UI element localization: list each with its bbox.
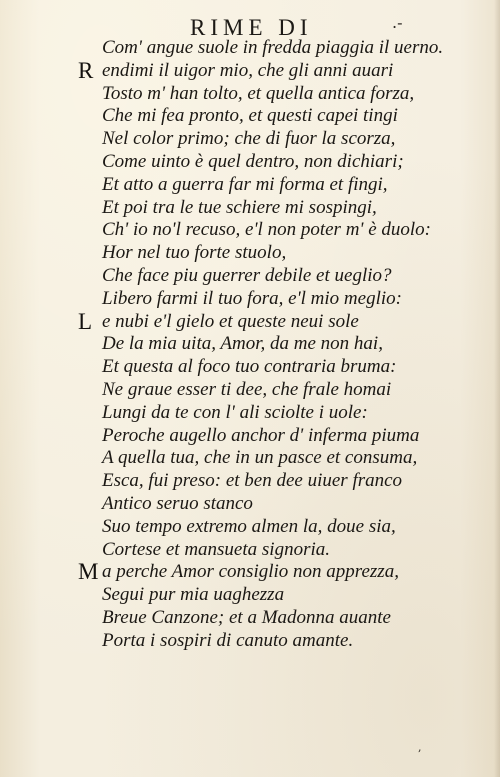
poem-line bbox=[78, 539, 490, 562]
poem-line-text: endimi il uigor mio, che gli anni auari bbox=[102, 59, 394, 81]
poem-line-text: Cortese et mansueta signoria. bbox=[102, 538, 330, 560]
stanza-initial: R bbox=[78, 57, 94, 83]
poem-line bbox=[78, 197, 490, 220]
poem-line bbox=[78, 561, 490, 584]
poem-line-text: Come uinto è quel dentro, non dichiari; bbox=[102, 150, 404, 172]
poem-line-text: Che face piu guerrer debile et ueglio? bbox=[102, 264, 392, 286]
poem-line bbox=[78, 493, 490, 516]
poem-line bbox=[78, 607, 490, 630]
poem-line-text: Et poi tra le tue schiere mi sospingi, bbox=[102, 196, 377, 218]
stanza-initial: M bbox=[78, 559, 99, 585]
poem-line bbox=[78, 219, 490, 242]
poem-line bbox=[78, 447, 490, 470]
page-edge bbox=[494, 0, 500, 777]
poem-line bbox=[78, 425, 490, 448]
poem-line-text: Tosto m' han tolto, et quella antica forza, bbox=[102, 82, 415, 104]
poem-line bbox=[78, 516, 490, 539]
poem-line bbox=[78, 288, 490, 311]
poem-line-text: De la mia uita, Amor, da me non hai, bbox=[102, 333, 383, 355]
poem-line bbox=[78, 630, 490, 653]
poem-line bbox=[78, 83, 490, 106]
poem-line-text: Breue Canzone; et a Madonna auante bbox=[102, 606, 391, 628]
poem-line-text: e nubi e'l gielo et queste neui sole bbox=[102, 310, 359, 332]
poem-line-text: Porta i sospiri di canuto amante. bbox=[102, 629, 354, 651]
poem-line bbox=[78, 37, 490, 60]
poem-line bbox=[78, 128, 490, 151]
poem-line bbox=[78, 105, 490, 128]
poem-line-text: Et questa al foco tuo contraria bruma: bbox=[102, 356, 397, 378]
poem-line bbox=[78, 308, 490, 334]
poem-line-text: A quella tua, che in un pasce et consuma, bbox=[102, 447, 418, 469]
poem-line-text: Libero farmi il tuo fora, e'l mio meglio: bbox=[102, 287, 402, 309]
poem-line bbox=[78, 151, 490, 174]
poem-line bbox=[78, 379, 490, 402]
poem-line-text: Suo tempo extremo almen la, doue sia, bbox=[102, 515, 396, 537]
poem-line bbox=[78, 333, 490, 356]
poem-line-text: Ch' io no'l recuso, e'l non poter m' è duolo: bbox=[102, 219, 432, 241]
poem-line-text: Peroche augello anchor d' inferma piuma bbox=[102, 424, 420, 446]
poem-line-text: a perche Amor consiglio non apprezza, bbox=[102, 561, 399, 583]
poem-line-text: Nel color primo; che di fuor la scorza, bbox=[102, 128, 396, 150]
poem-line-text: Ne graue esser ti dee, che frale homai bbox=[102, 378, 392, 400]
poem-line bbox=[78, 242, 490, 265]
poem-line-text: Lungi da te con l' ali sciolte i uole: bbox=[102, 401, 368, 423]
poem-line bbox=[78, 356, 490, 379]
poem-line-text: Antico seruo stanco bbox=[102, 492, 253, 514]
running-head: RIME DI bbox=[190, 15, 313, 40]
head-mark: .- bbox=[392, 13, 403, 32]
footer-mark: , bbox=[418, 741, 422, 754]
stanza-initial: L bbox=[78, 308, 93, 334]
poem-line-text: Segui pur mia uaghezza bbox=[102, 584, 285, 606]
poem-line bbox=[78, 402, 490, 425]
poem-line bbox=[78, 265, 490, 288]
poem-line-text: Et atto a guerra far mi forma et fingi, bbox=[102, 173, 388, 195]
poem-line bbox=[78, 470, 490, 493]
poem-line bbox=[78, 174, 490, 197]
poem-text bbox=[78, 37, 490, 653]
poem-line bbox=[78, 584, 490, 607]
poem-line-text: Esca, fui preso: et ben dee uiuer franco bbox=[102, 470, 403, 492]
poem-line bbox=[78, 57, 490, 83]
poem-line-text: Hor nel tuo forte stuolo, bbox=[102, 242, 287, 264]
poem-line-text: Com' angue suole in fredda piaggia il uerno. bbox=[102, 37, 444, 58]
poem-line-text: Che mi fea pronto, et questi capei tingi bbox=[102, 105, 398, 127]
